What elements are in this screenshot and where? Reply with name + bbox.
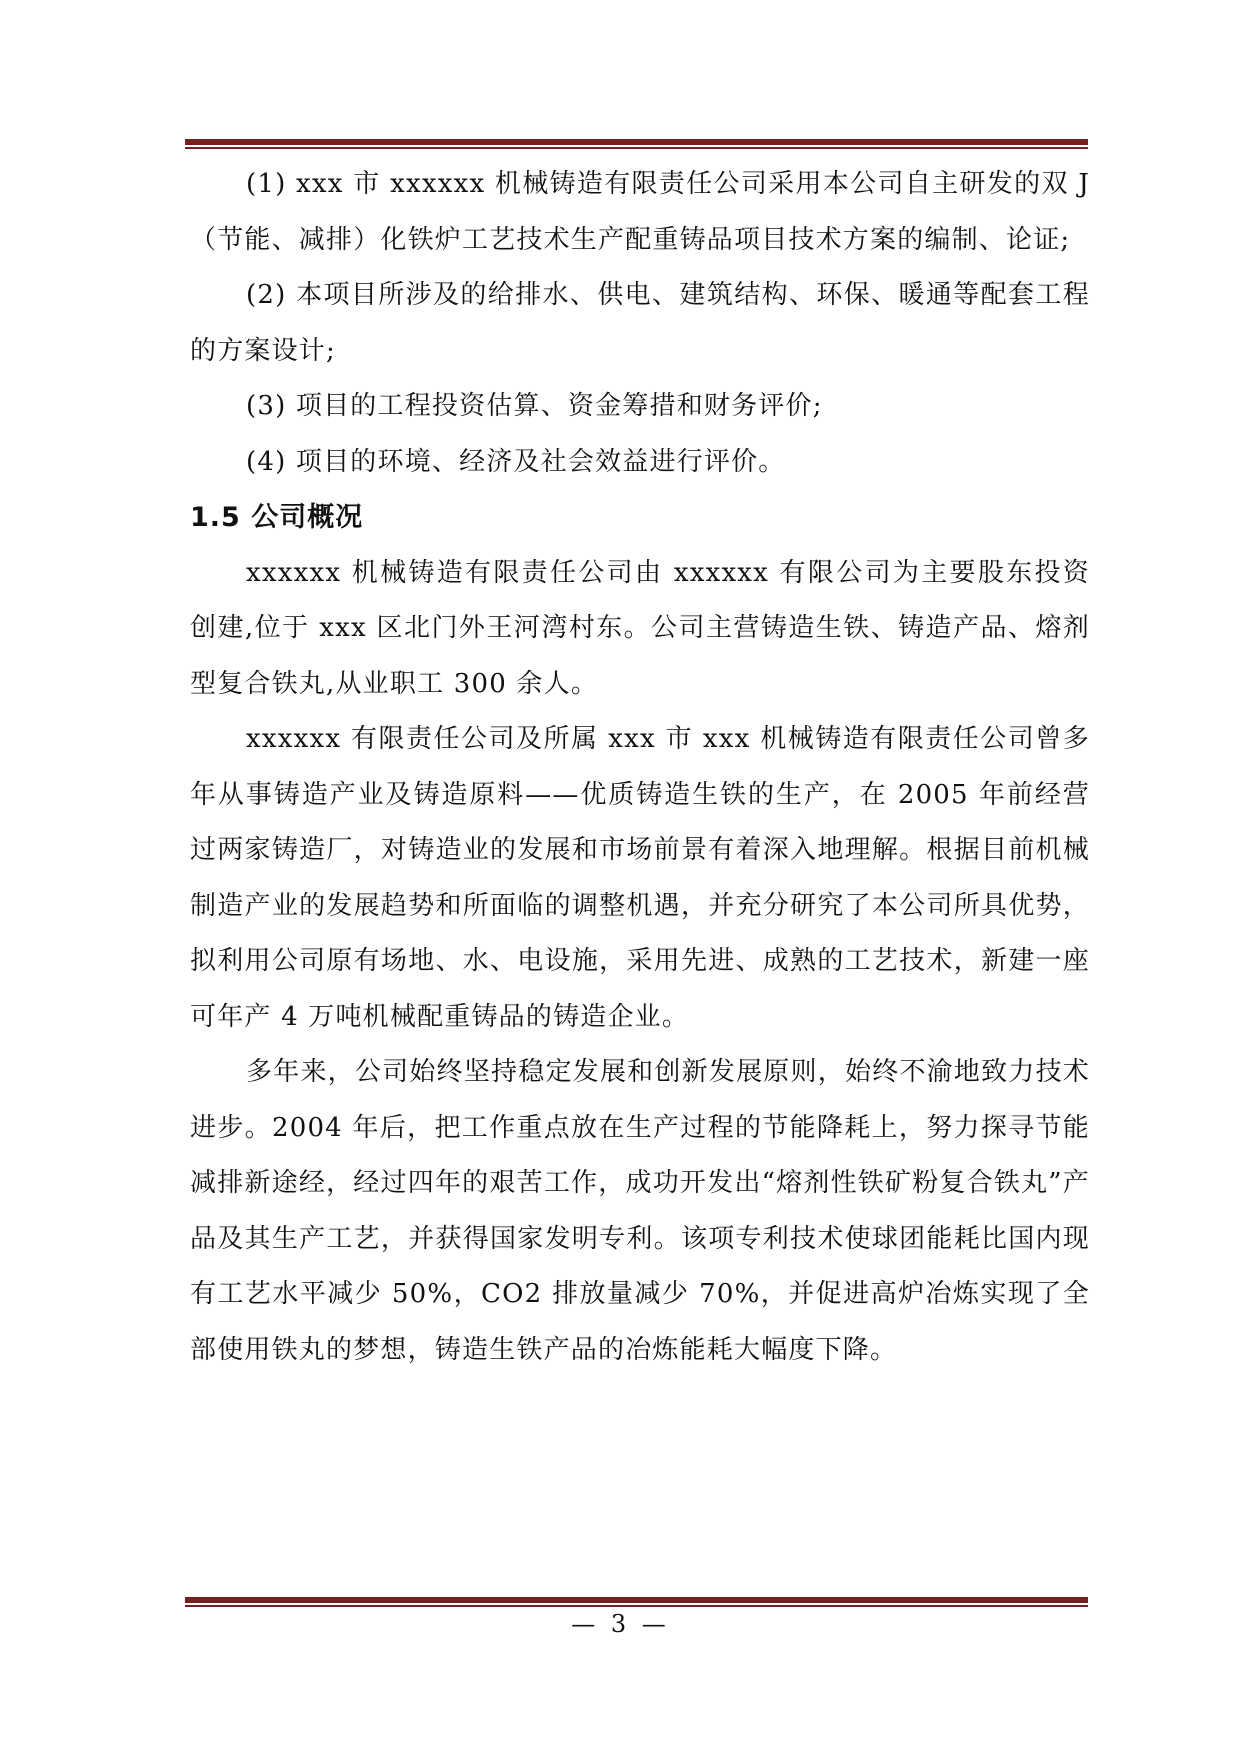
page-number: — 3 — bbox=[571, 1610, 670, 1638]
list-item-4: (4) 项目的环境、经济及社会效益进行评价。 bbox=[246, 446, 786, 477]
footer-rule bbox=[185, 1597, 1088, 1607]
list-item-3: (3) 项目的工程投资估算、资金筹措和财务评价; bbox=[246, 391, 823, 421]
section-heading: 1.5 公司概况 bbox=[190, 502, 364, 533]
paragraph-2: xxxxxx 有限责任公司及所属 xxx 市 xxx 机械铸造有限责任公司曾多年从事铸造产业及铸造原料——优质铸造生铁的生产，在 2005 年前经营过两家铸造厂，对铸造业的发展和市场前景有着深入地理解。根据目前机械制造产业的发展趋势和所面临的调整机遇，并充分研究了本公司所具优势，拟利用公司原有场地、水、电设施，采用先进、成熟的工艺技术，新建一座可年产 4 万吨机械配重铸品的铸造企业。 bbox=[190, 724, 1090, 1032]
list-item-2: (2) 本项目所涉及的给排水、供电、建筑结构、环保、暖通等配套工程的方案设计; bbox=[190, 280, 1090, 366]
list-item-1: (1) xxx 市 xxxxxx 机械铸造有限责任公司采用本公司自主研发的双 J（节能、减排）化铁炉工艺技术生产配重铸品项目技术方案的编制、论证; bbox=[190, 169, 1090, 255]
document-body bbox=[190, 157, 1090, 1378]
paragraph-1: xxxxxx 机械铸造有限责任公司由 xxxxxx 有限公司为主要股东投资创建,位于 xxx 区北门外王河湾村东。公司主营铸造生铁、铸造产品、熔剂型复合铁丸,从业职工 300 余人。 bbox=[190, 557, 1090, 699]
paragraph-3: 多年来，公司始终坚持稳定发展和创新发展原则，始终不渝地致力技术进步。2004 年后，把工作重点放在生产过程的节能降耗上，努力探寻节能减排新途经，经过四年的艰苦工作，成功开发出“熔剂性铁矿粉复合铁丸”产品及其生产工艺，并获得国家发明专利。该项专利技术使球团能耗比国内现有工艺水平减少 50%，CO2 排放量减少 70%，并促进高炉冶炼实现了全部使用铁丸的梦想，铸造生铁产品的冶炼能耗大幅度下降。 bbox=[190, 1057, 1090, 1365]
header-rule bbox=[185, 139, 1088, 149]
